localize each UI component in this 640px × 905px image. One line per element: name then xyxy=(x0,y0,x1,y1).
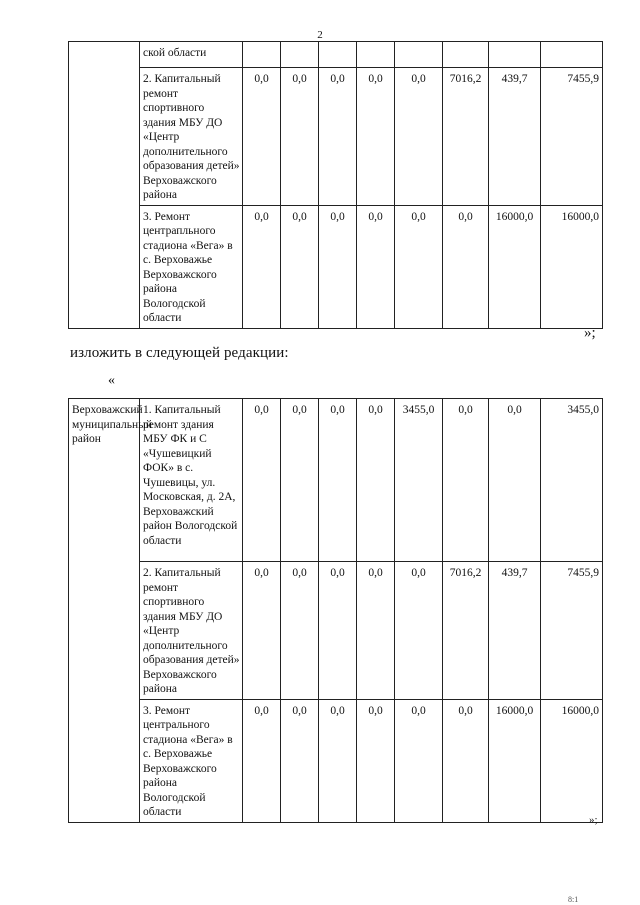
value-cell: 0,0 xyxy=(395,205,443,328)
value-cell: 0,0 xyxy=(281,68,319,206)
closing-quote: »; xyxy=(589,814,598,826)
row-description: 3. Ремонт центрапльного стадиона «Вега» в с. Верховажье Верховажского района Вологодской области xyxy=(140,205,243,328)
value-cell: 0,0 xyxy=(357,68,395,206)
value-cell: 0,0 xyxy=(395,562,443,700)
value-cell: 0,0 xyxy=(243,205,281,328)
table-row xyxy=(69,562,603,700)
opening-quote: « xyxy=(108,373,115,388)
row-description: 2. Капитальный ремонт спортивного здания МБУ ДО «Центр дополнительного образования детей» Верховажского района xyxy=(140,562,243,700)
row-description: 1. Капитальный ремонт здания МБУ ФК и С «Чушевицкий ФОК» в с. Чушевицы, ул. Московская, д. 2А, Верховажский район Вологодской области xyxy=(140,399,243,562)
value-cell: 16000,0 xyxy=(489,699,541,822)
value-cell xyxy=(541,42,603,68)
corner-mark: 8:1 xyxy=(568,895,579,904)
value-cell: 0,0 xyxy=(281,562,319,700)
value-cell: 0,0 xyxy=(443,205,489,328)
value-cell: 0,0 xyxy=(281,699,319,822)
value-cell: 16000,0 xyxy=(541,205,603,328)
table-top xyxy=(68,41,603,329)
value-cell xyxy=(443,42,489,68)
table-row xyxy=(69,699,603,822)
value-cell xyxy=(357,42,395,68)
value-cell xyxy=(243,42,281,68)
value-cell: 0,0 xyxy=(319,399,357,562)
value-cell: 0,0 xyxy=(443,399,489,562)
value-cell: 7455,9 xyxy=(541,562,603,700)
table-row xyxy=(69,205,603,328)
value-cell xyxy=(319,42,357,68)
value-cell xyxy=(281,42,319,68)
table-row xyxy=(69,399,603,562)
value-cell: 16000,0 xyxy=(541,699,603,822)
district-cell: Верховажский муниципальный район xyxy=(69,399,140,823)
value-cell: 0,0 xyxy=(281,205,319,328)
value-cell: 439,7 xyxy=(489,68,541,206)
value-cell: 7016,2 xyxy=(443,562,489,700)
value-cell: 7016,2 xyxy=(443,68,489,206)
value-cell: 0,0 xyxy=(243,399,281,562)
value-cell: 0,0 xyxy=(443,699,489,822)
table-row xyxy=(69,42,603,68)
value-cell: 0,0 xyxy=(357,205,395,328)
table-bottom xyxy=(68,398,603,823)
closing-quote: »; xyxy=(584,325,596,341)
value-cell: 0,0 xyxy=(281,399,319,562)
value-cell: 16000,0 xyxy=(489,205,541,328)
value-cell: 0,0 xyxy=(319,205,357,328)
value-cell: 0,0 xyxy=(489,399,541,562)
value-cell: 0,0 xyxy=(243,68,281,206)
table-row xyxy=(69,68,603,206)
value-cell: 0,0 xyxy=(395,699,443,822)
value-cell: 0,0 xyxy=(357,562,395,700)
value-cell: 3455,0 xyxy=(541,399,603,562)
value-cell: 0,0 xyxy=(243,699,281,822)
value-cell: 0,0 xyxy=(395,68,443,206)
row-description: ской области xyxy=(140,42,243,68)
district-cell xyxy=(69,42,140,329)
page-number: 2 xyxy=(317,29,323,41)
value-cell: 0,0 xyxy=(243,562,281,700)
row-description: 2. Капитальный ремонт спортивного здания МБУ ДО «Центр дополнительного образования детей» Верховажского района xyxy=(140,68,243,206)
value-cell xyxy=(395,42,443,68)
value-cell: 0,0 xyxy=(319,699,357,822)
row-description: 3. Ремонт центрального стадиона «Вега» в с. Верховажье Верховажского района Вологодской области xyxy=(140,699,243,822)
value-cell: 439,7 xyxy=(489,562,541,700)
value-cell: 7455,9 xyxy=(541,68,603,206)
value-cell xyxy=(489,42,541,68)
intro-text: изложить в следующей редакции: xyxy=(70,345,289,361)
value-cell: 0,0 xyxy=(357,699,395,822)
value-cell: 3455,0 xyxy=(395,399,443,562)
value-cell: 0,0 xyxy=(319,68,357,206)
value-cell: 0,0 xyxy=(319,562,357,700)
value-cell: 0,0 xyxy=(357,399,395,562)
